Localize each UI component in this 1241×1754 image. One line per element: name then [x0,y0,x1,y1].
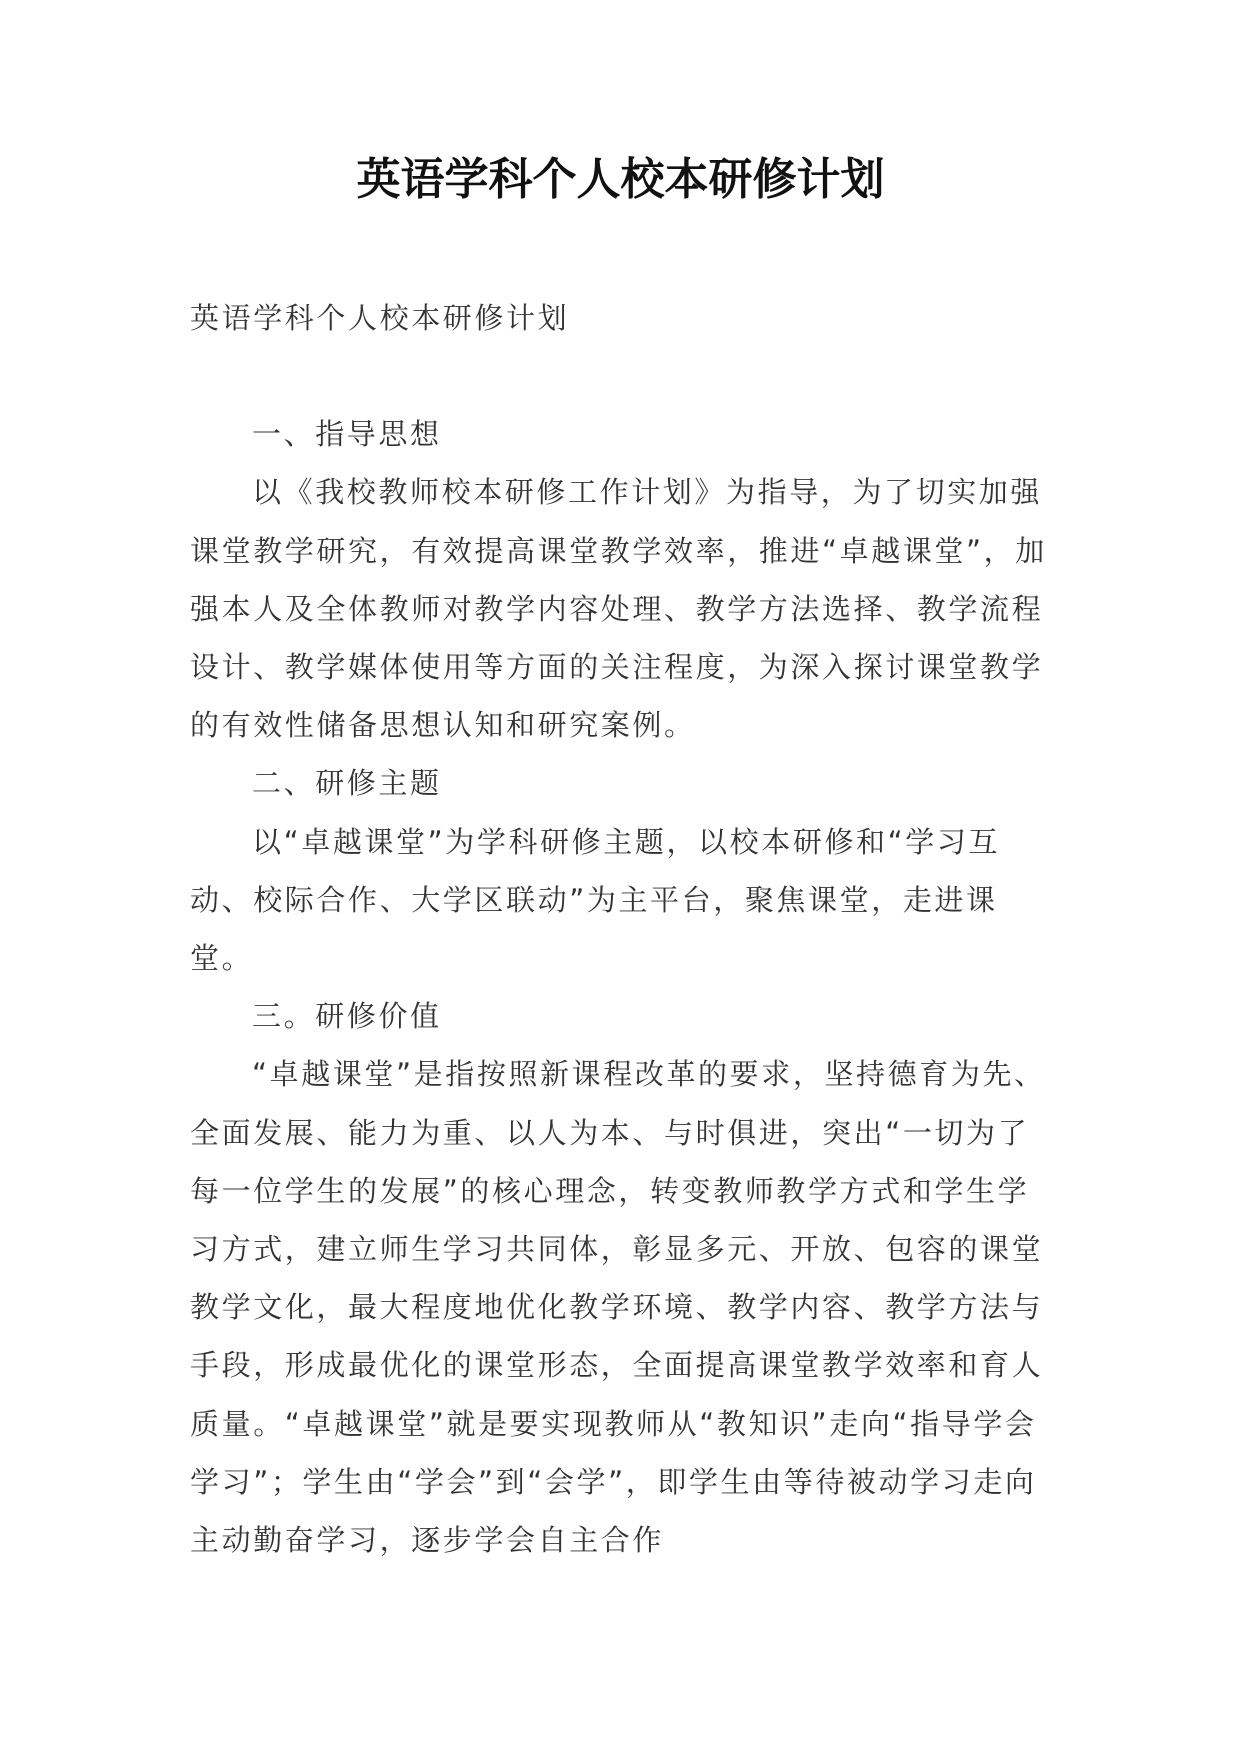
section-heading-research-theme: 二、研修主题 [252,766,442,801]
section-heading-guiding-ideology: 一、指导思想 [252,417,442,452]
section-heading-research-value: 三。研修价值 [252,999,442,1034]
document-title: 英语学科个人校本研修计划 [356,154,885,205]
document-body [190,289,1058,1569]
paragraph-research-value: “卓越课堂”是指按照新课程改革的要求，坚持德育为先、全面发展、能力为重、以人为本、与时俱进，突出“一切为了每一位学生的发展”的核心理念，转变教师教学方式和学生学习方式，建立师生学习共同体，彰显多元、开放、包容的课堂教学文化，最大程度地优化教学环境、教学内容、教学方法与手段，形成最优化的课堂形态，全面提高课堂教学效率和育人质量。“卓越课堂”就是要实现教师从“教知识”走向“指导学会学习”；学生由“学会”到“会学”，即学生由等待被动学习走向主动勤奋学习，逐步学会自主合作 [190,1057,1046,1558]
paragraph-guiding-ideology: 以《我校教师校本研修工作计划》为指导，为了切实加强课堂教学研究，有效提高课堂教学效率，推进“卓越课堂”，加强本人及全体教师对教学内容处理、教学方法选择、教学流程设计、教学媒体使用等方面的关注程度，为深入探讨课堂教学的有效性储备思想认知和研究案例。 [190,475,1047,743]
paragraph-research-theme: 以“卓越课堂”为学科研修主题，以校本研修和“学习互动、校际合作、大学区联动”为主平台，聚焦课堂，走进课堂。 [190,824,1001,976]
document-subtitle: 英语学科个人校本研修计划 [190,301,570,335]
